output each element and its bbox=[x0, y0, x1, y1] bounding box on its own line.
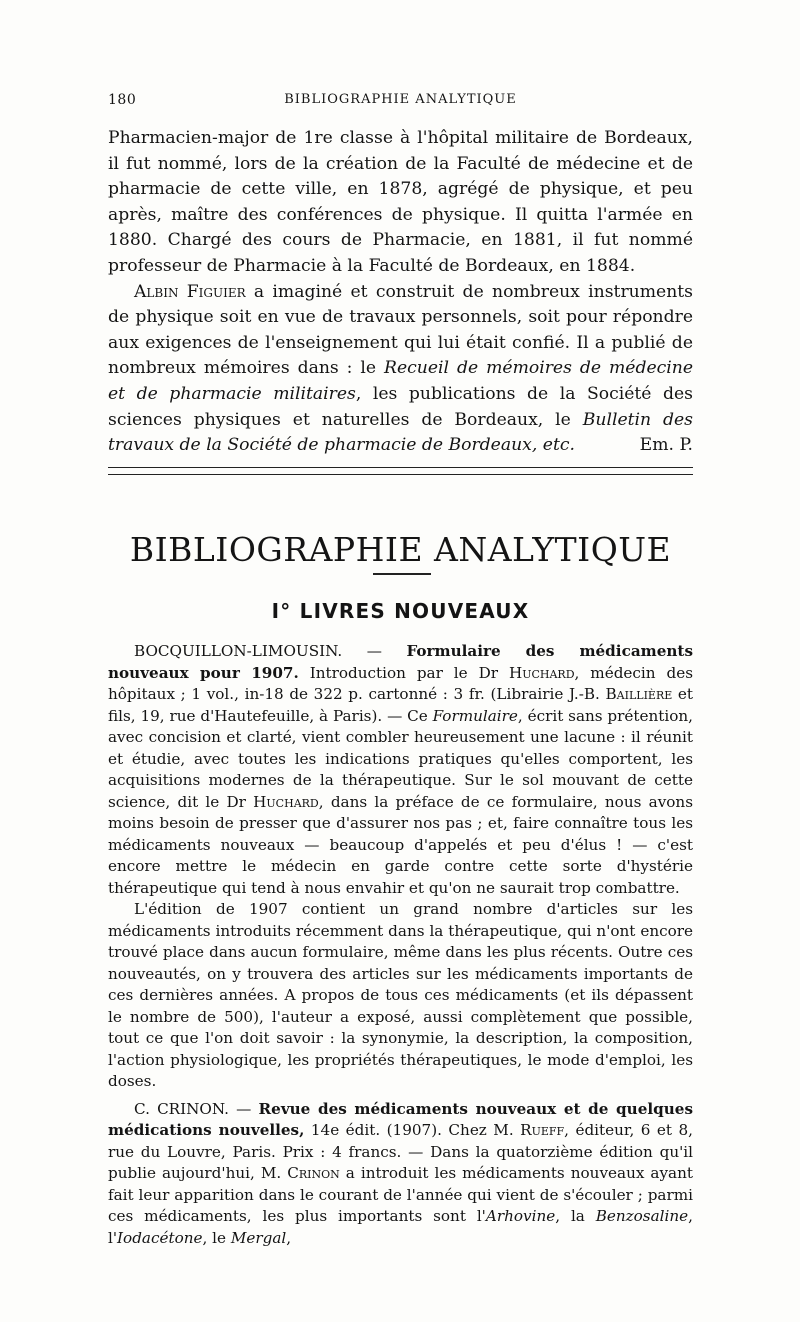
reviews bbox=[108, 641, 693, 1249]
section-divider bbox=[108, 467, 693, 475]
page-number: 180 bbox=[108, 92, 137, 108]
biography-text bbox=[108, 126, 693, 459]
journal-title: Recueil de mémoires de médecine et de pharmacie militaires bbox=[108, 358, 693, 404]
review-author: BOCQUILLON-LIMOUSIN. bbox=[134, 642, 343, 660]
review-paragraph: L'édition de 1907 contient un grand nombre d'articles sur les médicaments introduits récemment dans la thérapeutique, qui n'ont encore trouvé place dans aucun formulaire, même dans les plus récents. Outre ces nouveautés, on y trouvera des articles sur les médicaments importants de ces dernières années. A propos de tous ces médicaments (et ils dépassent le nombre de 500), l'auteur a exposé, aussi complètement que possible, tout ce que l'on doit savoir : la synonymie, la description, la composition, l'action physiologique, les propriétés thérapeutiques, le mode d'emploi, les doses. bbox=[108, 900, 693, 1090]
subsection-title: I° LIVRES NOUVEAUX bbox=[271, 599, 530, 623]
running-title: BIBLIOGRAPHIE ANALYTIQUE bbox=[284, 92, 517, 107]
review-entry: C. CRINON. — Revue des médicaments nouveaux et de quelques médications nouvelles, 14e édit. (1907). Chez M. Rueff, éditeur, 6 et 8, rue du Louvre, Paris. Prix : 4 francs. — Dans la quatorzième édition qu'il publie aujourd'hui, M. Crinon a introduit les médicaments nouveaux ayant fait leur apparition dans le courant de l'année qui vient de s'écouler ; parmi ces médicaments, les plus importants sont l'Arhovine, la Benzosaline, l'Iodacétone, le Mergal, bbox=[108, 1099, 693, 1247]
signature: Em. P. bbox=[639, 435, 693, 456]
running-head bbox=[108, 92, 693, 114]
review-author: C. CRINON. bbox=[134, 1099, 230, 1118]
review-book-title: Formulaire des médicaments nouveaux pour 1907. bbox=[108, 642, 694, 682]
title-rule bbox=[373, 573, 431, 575]
review-entry: BOCQUILLON-LIMOUSIN. — Formulaire des médicaments nouveaux pour 1907. Introduction par le Dr Huchard, médecin des hôpitaux ; 1 vol., in-18 de 322 p. cartonné : 3 fr. (Librairie J.-B. Baillière et fils, 19, rue d'Hautefeuille, à Paris). — Ce Formulaire, écrit sans prétention, avec concision et clarté, vient combler heureusement une lacune : il réunit et étudie, avec toutes les indications pratiques qu'elles comportent, les acquisitions modernes de la thérapeutique. Sur le sol mouvant de cette science, dit le Dr Huchard, dans la préface de ce formulaire, nous avons moins besoin de presser que d'assurer nos pas ; et, faire connaître tous les médicaments nouveaux — beaucoup d'appelés et peu d'élus ! — c'est encore mettre le médecin en garde contre cette sorte d'hystérie thérapeutique qui tend à nous envahir et qu'on ne saurait trop combattre. bbox=[108, 642, 694, 897]
review-book-title: Revue des médicaments nouveaux et de quelques médications nouvelles, bbox=[108, 1099, 693, 1139]
person-name: Albin Figuier bbox=[134, 281, 246, 302]
section-title: BIBLIOGRAPHIE ANALYTIQUE bbox=[129, 530, 672, 569]
journal-title: Bulletin des travaux de la Société de pharmacie de Bordeaux, etc. bbox=[108, 409, 694, 456]
biography-paragraph-1: Pharmacien-major de 1re classe à l'hôpital militaire de Bordeaux, il fut nommé, lors de la création de la Faculté de médecine et de pharmacie de cette ville, en 1878, agrégé de physique, et peu après, maître des conférences de physique. Il quitta l'armée en 1880. Chargé des cours de Pharmacie, en 1881, il fut nommé professeur de Pharmacie à la Faculté de Bordeaux, en 1884. bbox=[108, 128, 693, 276]
biography-paragraph-2: Albin Figuier a imaginé et construit de nombreux instruments de physique soit en vue de travaux personnels, soit pour répondre aux exigences de l'enseignement qui lui était confié. Il a publié de nombreux mémoires dans : le Recueil de mémoires de médecine et de pharmacie militaires, les publications de la Société des sciences physiques et naturelles de Bordeaux, le Bulletin des travaux de la Société de pharmacie de Bordeaux, etc. Em. P. bbox=[108, 280, 693, 459]
